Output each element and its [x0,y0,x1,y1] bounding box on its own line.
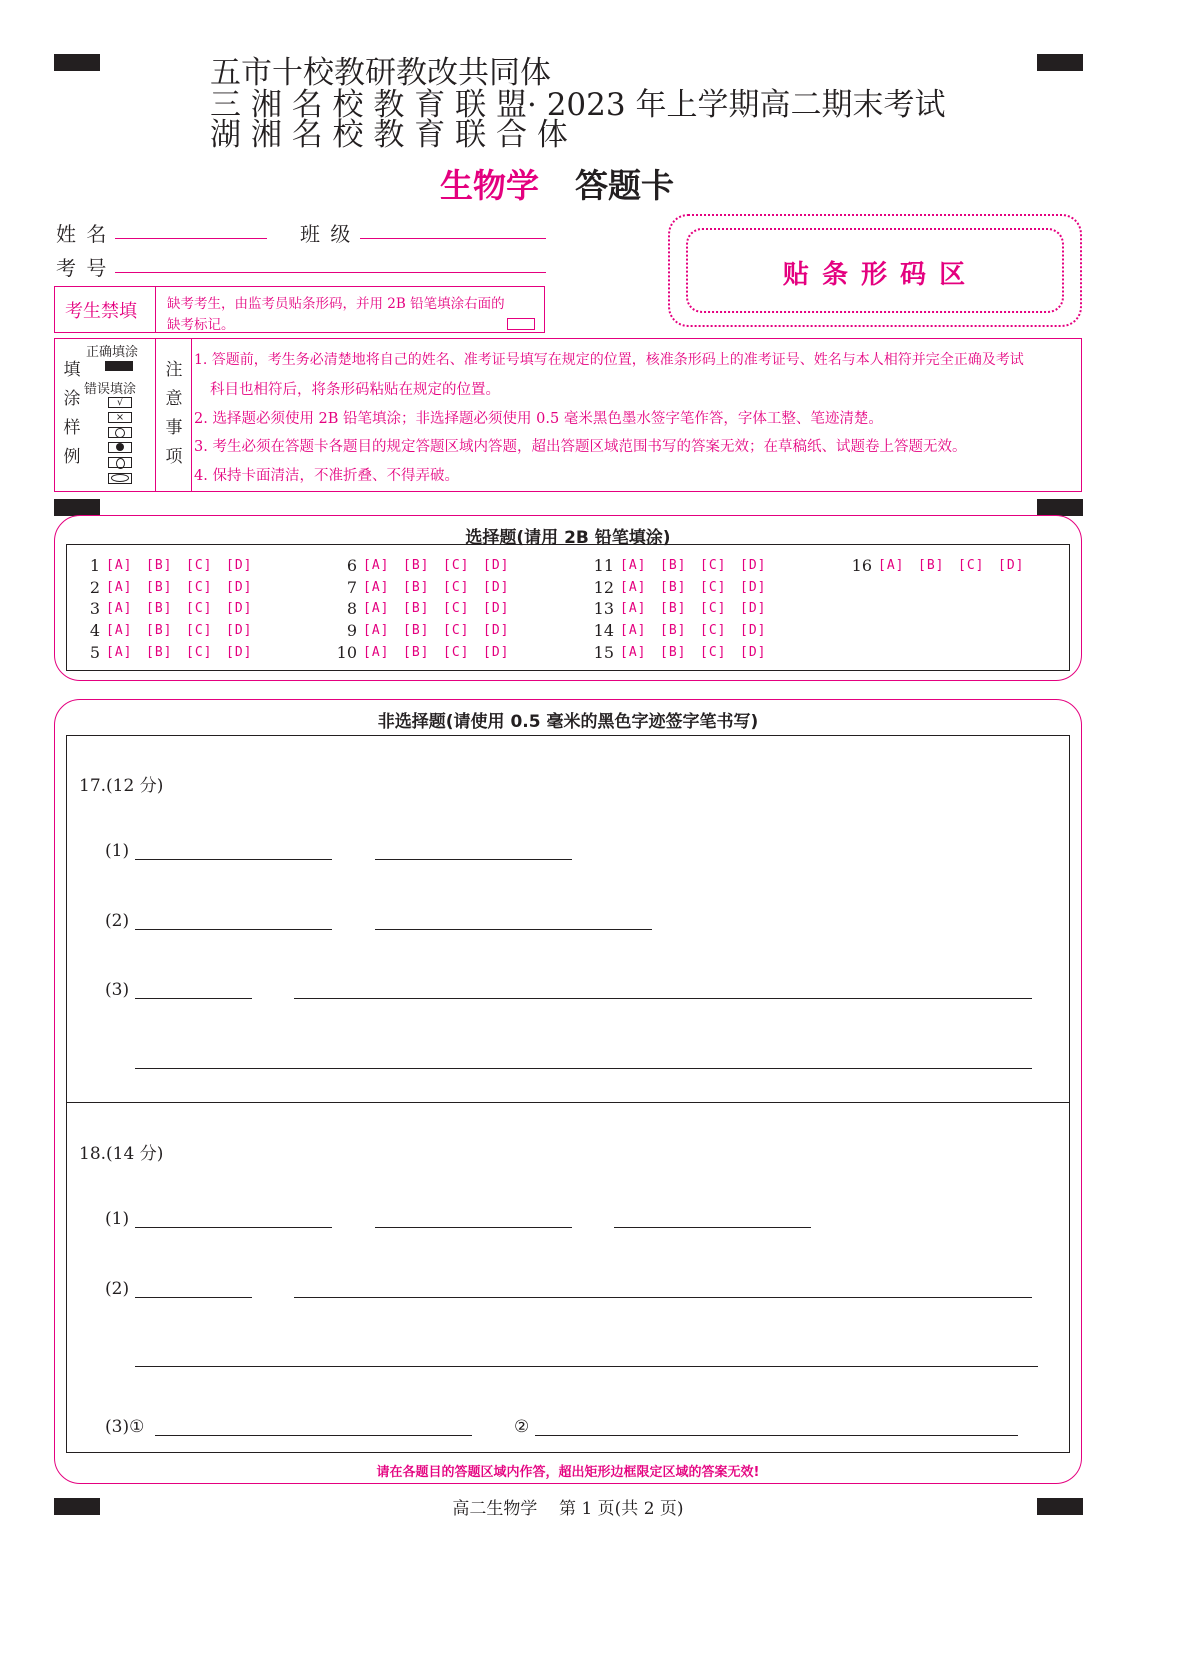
choice-option-bubble[interactable]: [B] [660,623,687,638]
note-item-2: 2. 选择题必须使用 2B 铅笔填涂；非选择题必须使用 0.5 毫米黑色墨水签字笔作答，字体工整、笔迹清楚。 [194,411,883,427]
choice-options [106,623,266,638]
choice-question-number: 5 [89,643,100,662]
registration-mark [54,499,100,516]
registration-mark [54,54,100,71]
absent-label: 考生禁填 [65,301,137,322]
choice-option-bubble[interactable]: [A] [106,580,133,595]
choice-option-bubble[interactable]: [B] [146,580,173,595]
choice-option-bubble[interactable]: [B] [403,623,430,638]
barcode-area [668,214,1082,327]
choice-option-bubble[interactable]: [C] [700,645,727,660]
choice-option-bubble[interactable]: [A] [106,645,133,660]
q18-label: 18.(14 分) [79,1144,164,1164]
choice-option-bubble[interactable]: [C] [958,558,985,573]
notes-char: 意 [165,389,183,409]
fill-sample-label [62,356,82,472]
page-number: 高二生物学 第 1 页(共 2 页) [452,1499,684,1519]
wrong-fill-check: √ [108,397,132,408]
class-label: 班 级 [300,222,353,246]
choice-option-bubble[interactable]: [C] [186,601,213,616]
choice-options [363,580,523,595]
choice-question-number: 6 [346,556,357,575]
note-item-1-cont: 科目也相符后，将条形码粘贴在规定的位置。 [210,382,500,398]
choice-options [106,580,266,595]
choice-option-bubble[interactable]: [D] [998,558,1025,573]
fill-sample-char: 填 [63,360,81,380]
q17-sub3-label: (3) [105,980,130,1000]
q18-3-answer-b[interactable] [535,1435,1018,1436]
choice-question-number: 7 [346,578,357,597]
choice-option-bubble[interactable]: [A] [363,623,390,638]
exam-title: · 2023 年上学期高二期末考试 [526,87,946,123]
choice-option-bubble[interactable]: [C] [186,580,213,595]
q18-1-answer-c[interactable] [614,1227,811,1228]
q18-area [66,1102,1070,1453]
wrong-fill-ring [108,473,132,484]
choice-option-bubble[interactable]: [C] [186,558,213,573]
choice-option-bubble[interactable]: [A] [620,601,647,616]
choice-option-bubble[interactable]: [B] [146,645,173,660]
correct-fill-label: 正确填涂 [86,345,139,360]
choice-option-bubble[interactable]: [B] [660,580,687,595]
notes-label [164,356,184,472]
choice-option-bubble[interactable]: [D] [226,601,253,616]
choice-option-bubble[interactable]: [D] [483,601,510,616]
choice-option-bubble[interactable]: [D] [740,558,767,573]
choice-option-bubble[interactable]: [A] [620,558,647,573]
choice-question-number: 16 [851,556,872,575]
choice-options [363,601,523,616]
fill-sample-char: 例 [63,447,81,467]
registration-mark [1037,54,1083,71]
choice-option-bubble[interactable]: [D] [483,645,510,660]
q18-sub3b-label: ② [514,1417,530,1437]
choice-option-bubble[interactable]: [D] [740,645,767,660]
choice-option-bubble[interactable]: [D] [740,601,767,616]
q17-1-answer-a[interactable] [135,859,332,860]
q18-2-answer-a[interactable] [135,1297,252,1298]
absent-text-2: 缺考标记。 [167,317,235,333]
id-label: 考 号 [56,256,109,280]
q17-3-answer-b[interactable] [294,998,1032,999]
choice-question-number: 15 [593,643,614,662]
q17-sub2-label: (2) [105,911,130,931]
choice-options [106,558,266,573]
choice-option-bubble[interactable]: [A] [106,623,133,638]
choice-option-bubble[interactable]: [C] [443,623,470,638]
q17-area [66,735,1070,1103]
correct-fill-sample [105,361,133,371]
choice-question-number: 2 [89,578,100,597]
fill-sample-char: 样 [63,418,81,438]
choice-option-bubble[interactable]: [B] [918,558,945,573]
choice-option-bubble[interactable]: [B] [403,645,430,660]
choice-option-bubble[interactable]: [D] [740,580,767,595]
choice-option-bubble[interactable]: [D] [226,623,253,638]
q17-2-answer-a[interactable] [135,929,332,930]
choice-options [878,558,1038,573]
footer-warning: 请在各题目的答题区域内作答，超出矩形边框限定区域的答案无效! [376,1465,760,1480]
id-field[interactable] [115,272,546,273]
choice-option-bubble[interactable]: [C] [443,645,470,660]
notes-char: 项 [165,447,183,467]
choice-option-bubble[interactable]: [B] [403,558,430,573]
registration-mark [1037,499,1083,516]
choice-question-number: 10 [336,643,357,662]
absent-text-1: 缺考考生，由监考员贴条形码，并用 2B 铅笔填涂右面的 [167,296,505,312]
page-title [440,160,674,207]
choice-option-bubble[interactable]: [C] [700,580,727,595]
q17-3-answer-c[interactable] [135,1068,1032,1069]
subject-title: 生物学 [440,166,539,205]
choice-options [363,623,523,638]
wrong-fill-cross: × [108,412,132,423]
q18-1-answer-a[interactable] [135,1227,332,1228]
choice-question-number: 14 [593,621,614,640]
choice-options [620,645,780,660]
choice-option-bubble[interactable]: [B] [660,558,687,573]
choice-option-bubble[interactable]: [D] [483,558,510,573]
choice-option-bubble[interactable]: [D] [226,580,253,595]
note-item-4: 4. 保持卡面清洁，不准折叠、不得弄破。 [194,468,459,484]
choice-options [620,580,780,595]
choice-option-bubble[interactable]: [D] [226,558,253,573]
choice-option-bubble[interactable]: [A] [363,601,390,616]
absent-mark-box[interactable] [507,318,535,330]
choice-option-bubble[interactable]: [A] [106,558,133,573]
choice-option-bubble[interactable]: [C] [443,601,470,616]
choice-option-bubble[interactable]: [B] [660,601,687,616]
fill-sample-char: 涂 [63,389,81,409]
choice-option-bubble[interactable]: [A] [106,601,133,616]
choice-options [106,645,266,660]
choice-option-bubble[interactable]: [B] [146,601,173,616]
choice-question-number: 8 [346,599,357,618]
choice-option-bubble[interactable]: [A] [620,623,647,638]
choice-question-number: 13 [593,599,614,618]
choice-option-bubble[interactable]: [B] [146,623,173,638]
q17-2-answer-b[interactable] [375,929,652,930]
choice-question-number: 9 [346,621,357,640]
wrong-fill-oval [108,457,132,468]
name-label: 姓 名 [56,222,109,246]
choice-option-bubble[interactable]: [C] [186,623,213,638]
absent-box [54,286,545,333]
choice-question-number: 12 [593,578,614,597]
wrong-fill-dot [108,442,132,453]
choice-options [106,601,266,616]
choice-title: 选择题(请用 2B 铅笔填涂) [465,528,671,548]
q18-sub1-label: (1) [105,1209,130,1229]
instructions-divider-1 [155,339,156,491]
choice-options [620,623,780,638]
wrong-fill-circle [108,427,132,438]
q17-1-answer-b[interactable] [375,859,572,860]
q18-sub3-label: (3)① [105,1417,145,1437]
q18-3-answer-a[interactable] [155,1435,472,1436]
barcode-label: 贴 条 形 码 区 [782,260,968,290]
choice-question-number: 11 [593,556,614,575]
choice-options [620,558,780,573]
choice-question-number: 3 [89,599,100,618]
notes-char: 注 [165,360,183,380]
q18-1-answer-b[interactable] [375,1227,572,1228]
q18-sub2-label: (2) [105,1279,130,1299]
q18-2-answer-c[interactable] [135,1366,1038,1367]
choice-option-bubble[interactable]: [D] [226,645,253,660]
choice-option-bubble[interactable]: [D] [483,580,510,595]
choice-option-bubble[interactable]: [C] [443,558,470,573]
choice-option-bubble[interactable]: [D] [483,623,510,638]
q17-label: 17.(12 分) [79,776,164,796]
absent-divider [155,287,156,332]
choice-option-bubble[interactable]: [B] [403,580,430,595]
org-line-2-name: 三 湘 名 校 教 育 联 盟 [210,87,527,123]
choice-option-bubble[interactable]: [A] [363,558,390,573]
note-item-3: 3. 考生必须在答题卡各题目的规定答题区域内答题，超出答题区域范围书写的答案无效；在草稿纸、试题卷上答题无效。 [194,439,967,455]
choice-option-bubble[interactable]: [A] [878,558,905,573]
choice-question-number: 4 [89,621,100,640]
choice-option-bubble[interactable]: [A] [363,580,390,595]
choice-options [363,645,523,660]
choice-option-bubble[interactable]: [B] [660,645,687,660]
notes-char: 事 [165,418,183,438]
choice-option-bubble[interactable]: [D] [740,623,767,638]
choice-option-bubble[interactable]: [A] [620,580,647,595]
org-line-3: 湖 湘 名 校 教 育 联 合 体 [210,117,568,153]
choice-option-bubble[interactable]: [B] [403,601,430,616]
instructions-divider-2 [191,339,192,491]
choice-option-bubble[interactable]: [C] [700,558,727,573]
choice-option-bubble[interactable]: [C] [443,580,470,595]
wrong-fill-label: 错误填涂 [84,382,137,397]
q17-3-answer-a[interactable] [135,998,252,999]
choice-option-bubble[interactable]: [C] [700,601,727,616]
choice-option-bubble[interactable]: [C] [186,645,213,660]
card-title: 答题卡 [575,166,674,205]
q18-2-answer-b[interactable] [294,1297,1032,1298]
class-field[interactable] [360,238,546,239]
choice-option-bubble[interactable]: [C] [700,623,727,638]
choice-option-bubble[interactable]: [B] [146,558,173,573]
name-field[interactable] [115,238,267,239]
choice-option-bubble[interactable]: [A] [620,645,647,660]
q17-sub1-label: (1) [105,841,130,861]
choice-option-bubble[interactable]: [A] [363,645,390,660]
note-item-1: 1. 答题前，考生务必清楚地将自己的姓名、准考证号填写在规定的位置，核准条形码上的准考证号、姓名与本人相符并完全正确及考试 [194,352,1024,368]
nonchoice-title: 非选择题(请使用 0.5 毫米的黑色字迹签字笔书写) [377,712,759,732]
choice-options [363,558,523,573]
choice-question-number: 1 [89,556,100,575]
org-line-1: 五市十校教研教改共同体 [210,55,551,91]
choice-options [620,601,780,616]
